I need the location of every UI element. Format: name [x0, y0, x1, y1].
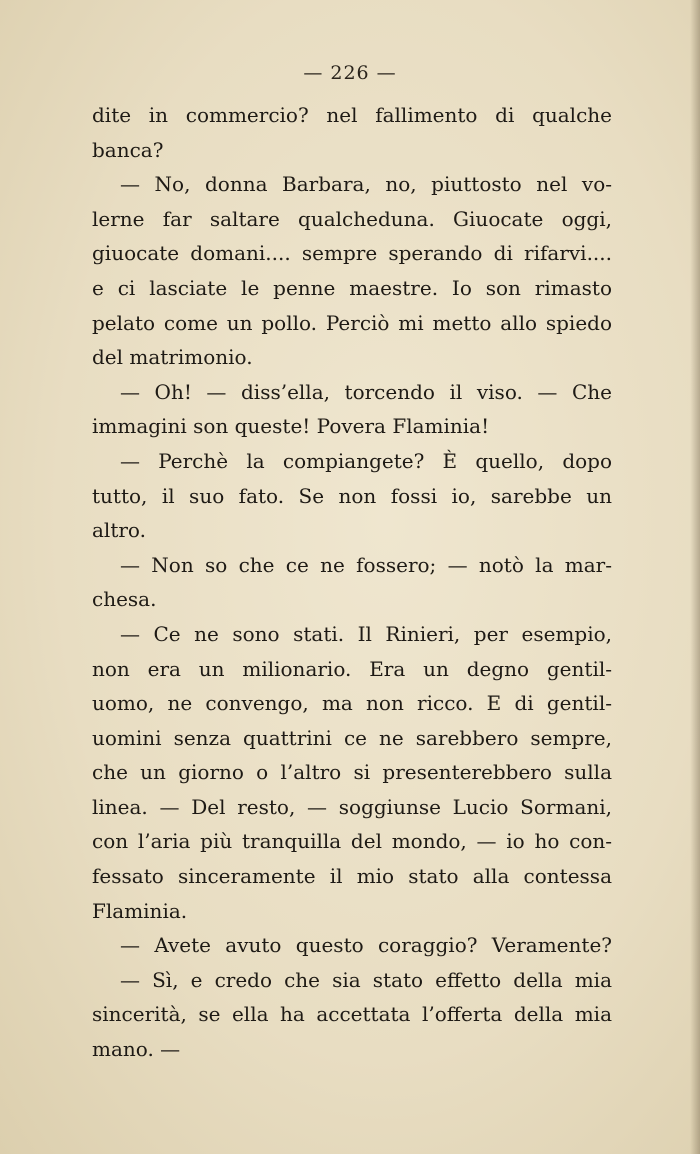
text-line: linea. — Del resto, — soggiunse Lucio Sormani, [92, 794, 612, 819]
page-edge-shadow [690, 0, 700, 1154]
text-line: tutto, il suo fato. Se non fossi io, sarebbe un [92, 483, 612, 508]
text-line: che un giorno o l’altro si presenterebbero sulla [92, 760, 612, 785]
text-line: giuocate domani.... sempre sperando di rifarvi.... [92, 241, 612, 266]
text-line: mano. — [92, 1037, 181, 1062]
text-line: uomini senza quattrini ce ne sarebbero sempre, [92, 725, 612, 750]
text-line: — Non so che ce ne fossero; — notò la mar- [120, 552, 612, 577]
page-number: — 226 — [303, 62, 397, 84]
text-line: pelato come un pollo. Perciò mi metto allo spiedo [92, 310, 612, 335]
text-line: dite in commercio? nel fallimento di qualche [92, 103, 612, 127]
text-line: fessato sinceramente il mio stato alla contessa [92, 864, 612, 889]
text-line: banca? [92, 137, 164, 162]
text-line: — Oh! — diss’ella, torcendo il viso. — Che [120, 379, 612, 404]
text-line: — Perchè la compiangete? È quello, dopo [120, 448, 612, 473]
text-line: sincerità, se ella ha accettata l’offerta della mia [92, 1002, 612, 1027]
text-line: lerne far saltare qualcheduna. Giuocate oggi, [92, 206, 612, 231]
text-line: chesa. [92, 587, 157, 612]
text-line: — Sì, e credo che sia stato effetto della mia [120, 967, 612, 992]
text-line: — No, donna Barbara, no, piuttosto nel vo- [120, 172, 612, 197]
text-line: del matrimonio. [92, 345, 253, 370]
text-line: — Avete avuto questo coraggio? Veramente? [120, 933, 612, 958]
text-line: altro. [92, 518, 146, 543]
text-line: uomo, ne convengo, ma non ricco. E di gentil- [92, 691, 612, 716]
text-line: e ci lasciate le penne maestre. Io son rimasto [92, 275, 612, 300]
body-text [92, 98, 612, 1067]
text-line: — Ce ne sono stati. Il Rinieri, per esempio, [120, 621, 612, 646]
text-line: immagini son queste! Povera Flaminia! [92, 414, 490, 439]
text-line: con l’aria più tranquilla del mondo, — io ho con- [92, 829, 612, 854]
text-line: Flaminia. [92, 898, 188, 923]
text-line: non era un milionario. Era un degno gentil- [92, 656, 612, 681]
